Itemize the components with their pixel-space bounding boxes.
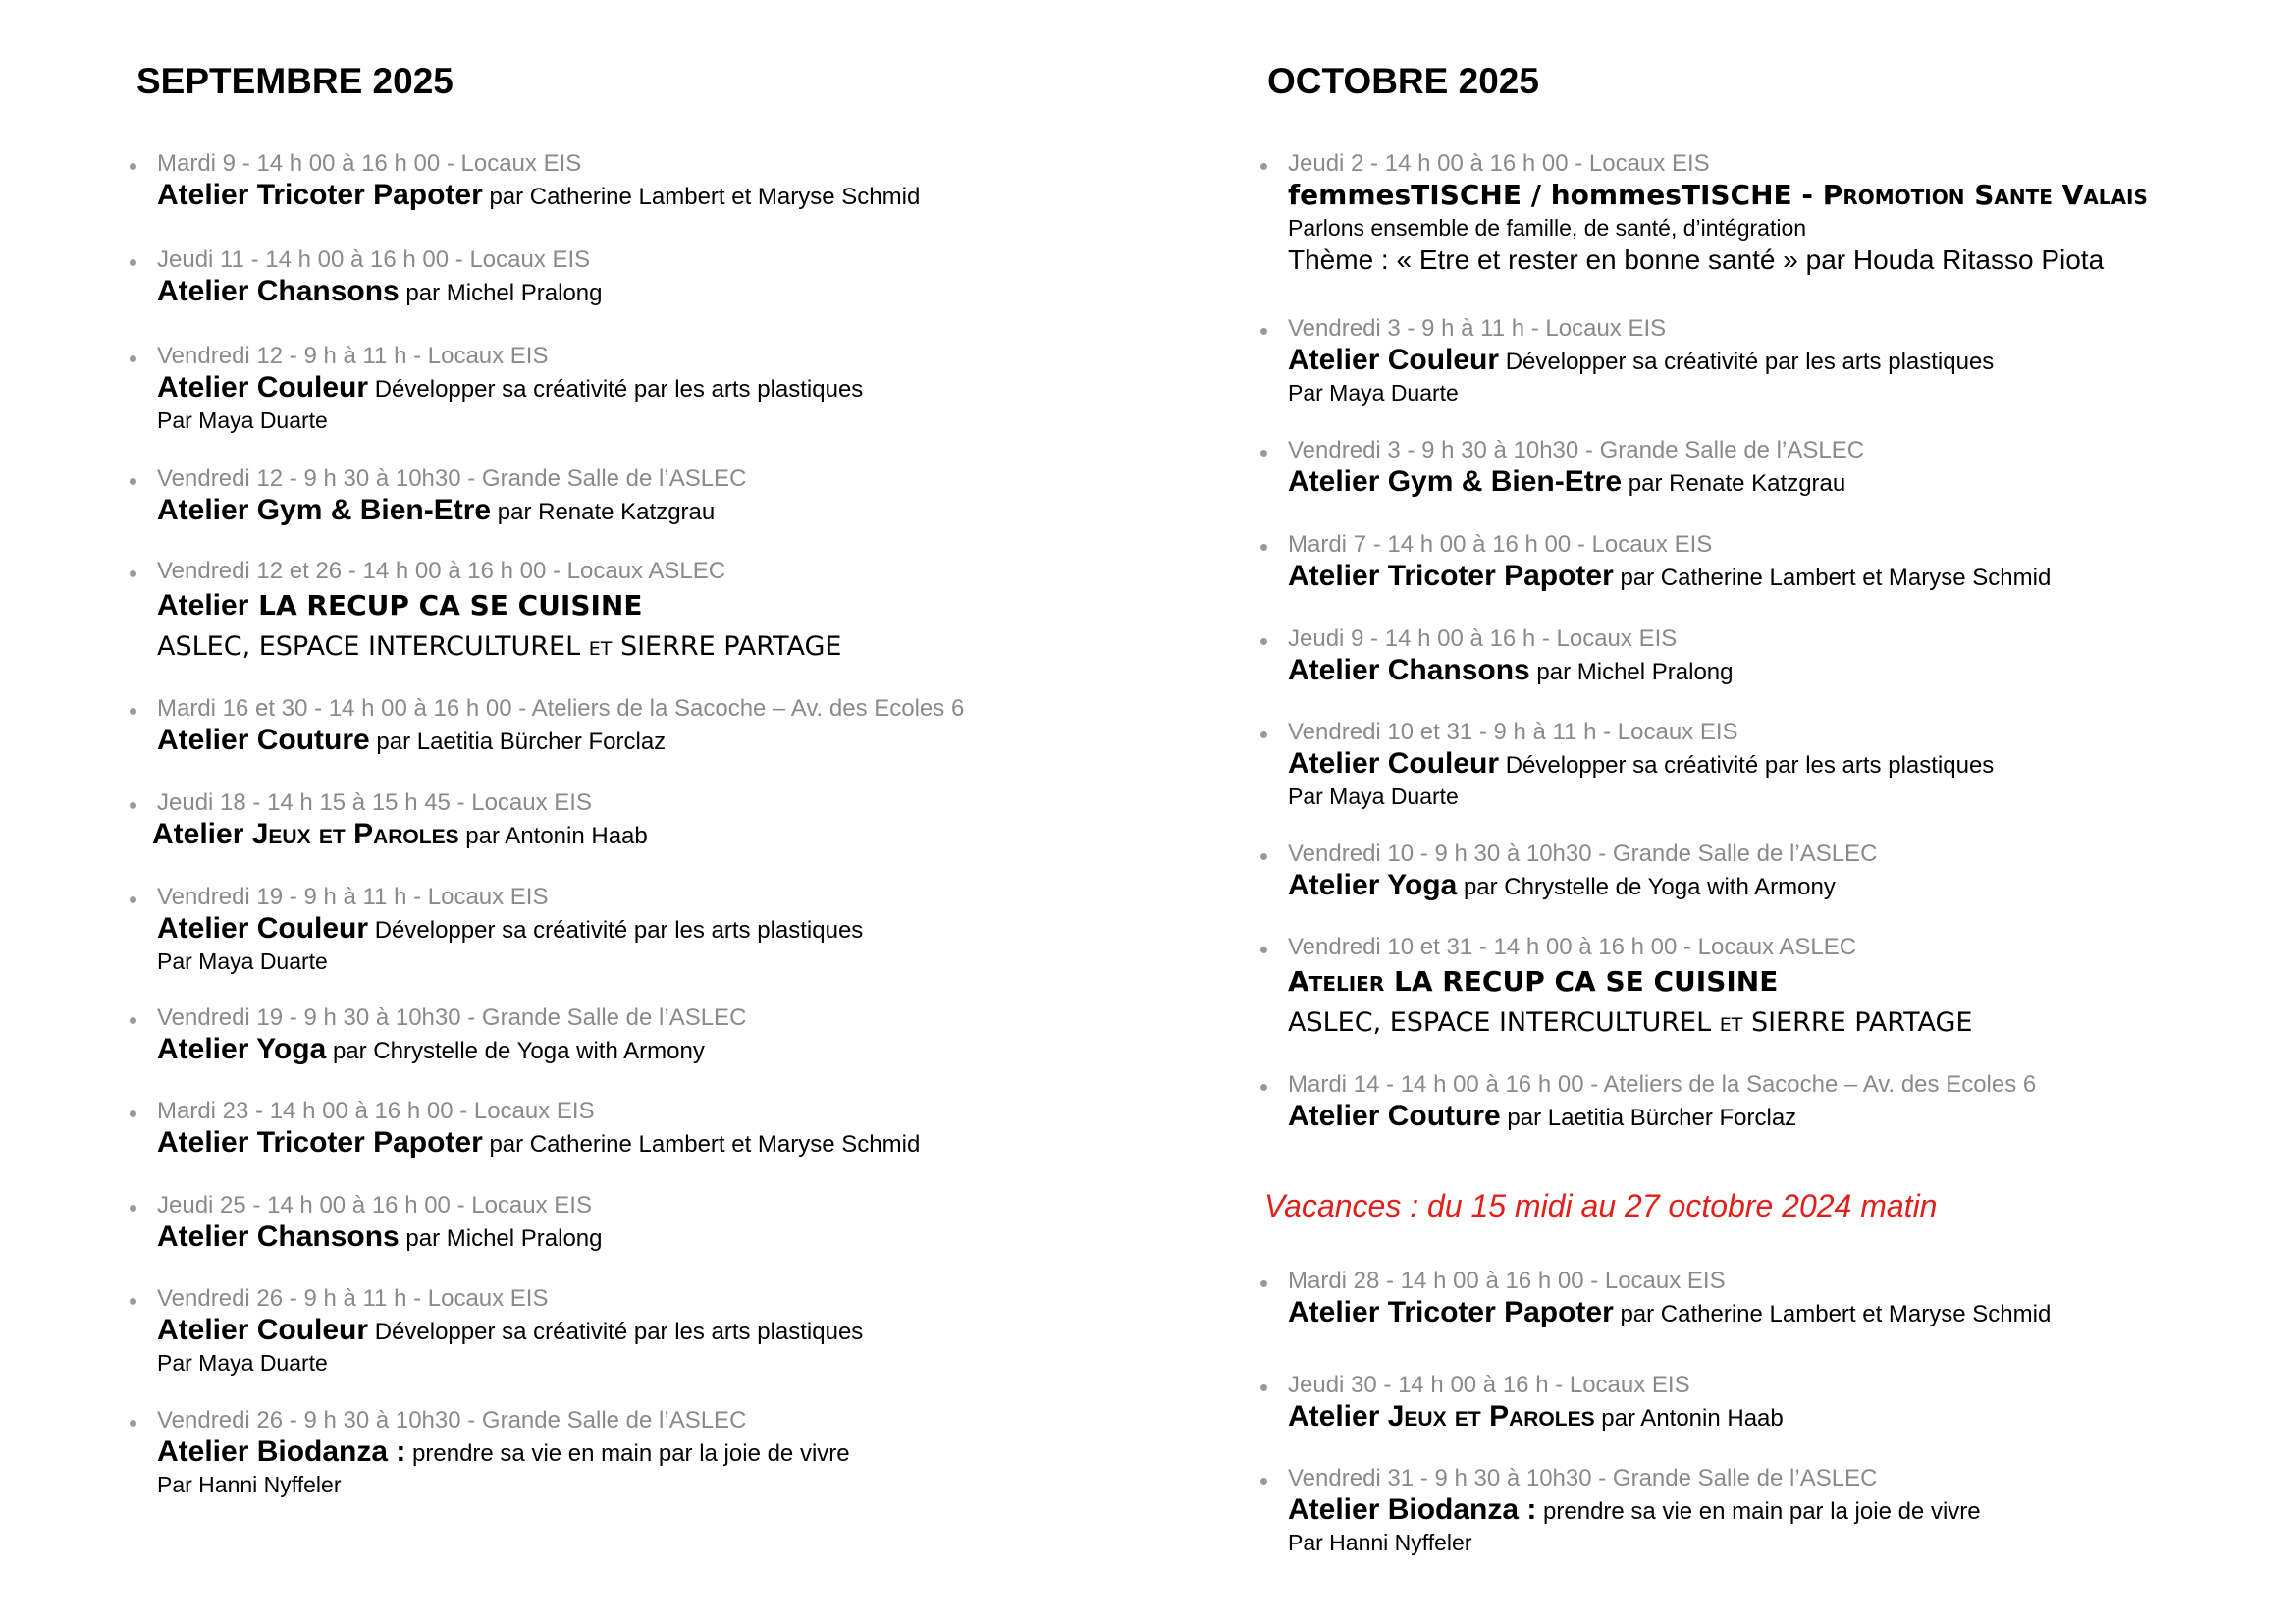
event-detail: par Catherine Lambert et Maryse Schmid bbox=[1613, 1301, 2052, 1327]
event-entry bbox=[1267, 1070, 2037, 1134]
event-detail: par Antonin Haab bbox=[458, 823, 648, 849]
event-entry bbox=[1267, 1267, 2051, 1330]
event-meta: Mardi 16 et 30 - 14 h 00 à 16 h 00 - Ateliers de la Sacoche – Av. des Ecoles 6 bbox=[157, 695, 965, 722]
event-title: Atelier Chansons bbox=[157, 275, 400, 307]
event-theme: Thème : « Etre et rester en bonne santé » par Houda Ritasso Piota bbox=[1288, 244, 2105, 275]
event-meta: Mardi 28 - 14 h 00 à 16 h 00 - Locaux EIS bbox=[1288, 1268, 1726, 1294]
event-detail: par Chrystelle de Yoga with Armony bbox=[326, 1038, 705, 1064]
bullet-icon bbox=[130, 1420, 136, 1427]
event-entry bbox=[136, 1191, 603, 1255]
event-entry bbox=[1267, 624, 1734, 688]
event-presenter: Par Maya Duarte bbox=[157, 407, 328, 433]
event-meta: Mardi 9 - 14 h 00 à 16 h 00 - Locaux EIS bbox=[157, 150, 582, 177]
event-meta: Vendredi 10 - 9 h 30 à 10h30 - Grande Salle de l’ASLEC bbox=[1288, 840, 1878, 867]
event-meta: Vendredi 12 - 9 h à 11 h - Locaux EIS bbox=[157, 343, 549, 369]
event-title: Atelier Yoga bbox=[157, 1033, 327, 1065]
event-detail: prendre sa vie en main par la joie de vivre bbox=[1536, 1498, 1981, 1525]
event-entry bbox=[1267, 933, 1972, 1045]
bullet-icon bbox=[1260, 1384, 1267, 1391]
event-title: Atelier Couture bbox=[157, 724, 370, 756]
event-title: Atelier bbox=[157, 589, 249, 622]
event-title: Atelier Chansons bbox=[157, 1220, 400, 1253]
bullet-icon bbox=[1260, 1084, 1267, 1091]
event-title-suffix: Jeux et Paroles bbox=[1387, 1400, 1595, 1433]
event-meta: Vendredi 3 - 9 h 30 à 10h30 - Grande Salle de l’ASLEC bbox=[1288, 437, 1865, 463]
month-title: OCTOBRE 2025 bbox=[1267, 61, 1539, 101]
bullet-icon bbox=[1260, 163, 1267, 170]
event-title-suffix: Promotion Sante Valais bbox=[1822, 179, 2148, 211]
event-entry bbox=[1267, 839, 1878, 903]
event-entry bbox=[136, 149, 920, 213]
event-title: Atelier Biodanza : bbox=[157, 1435, 406, 1468]
event-detail: par Michel Pralong bbox=[399, 1225, 603, 1252]
event-presenter: Par Maya Duarte bbox=[1288, 784, 1459, 809]
event-detail: par Catherine Lambert et Maryse Schmid bbox=[1613, 565, 2052, 591]
event-meta: Jeudi 2 - 14 h 00 à 16 h 00 - Locaux EIS bbox=[1288, 150, 1710, 177]
event-presenter: Par Hanni Nyffeler bbox=[1288, 1530, 1472, 1555]
event-meta: Vendredi 31 - 9 h 30 à 10h30 - Grande Salle de l’ASLEC bbox=[1288, 1465, 1878, 1491]
bullet-icon bbox=[130, 1205, 136, 1212]
bullet-icon bbox=[130, 1017, 136, 1024]
month-title: SEPTEMBRE 2025 bbox=[136, 61, 454, 101]
event-detail: Développer sa créativité par les arts plastiques bbox=[1499, 349, 1995, 375]
event-presenter: Par Maya Duarte bbox=[157, 1350, 328, 1376]
event-meta: Jeudi 30 - 14 h 00 à 16 h - Locaux EIS bbox=[1288, 1372, 1690, 1398]
event-title: Atelier Tricoter Papoter bbox=[1288, 1296, 1614, 1328]
bullet-icon bbox=[130, 570, 136, 577]
event-detail: prendre sa vie en main par la joie de vivre bbox=[405, 1440, 850, 1467]
event-title: Atelier Couleur bbox=[1288, 747, 1500, 780]
bullet-icon bbox=[1260, 328, 1267, 335]
event-detail: Développer sa créativité par les arts plastiques bbox=[368, 376, 864, 403]
event-presenter: Par Maya Duarte bbox=[157, 948, 328, 974]
event-subtitle: Parlons ensemble de famille, de santé, d’intégration bbox=[1288, 215, 1807, 241]
event-title: Atelier Yoga bbox=[1288, 869, 1458, 901]
bullet-icon bbox=[130, 802, 136, 809]
event-title: Atelier Couleur bbox=[157, 1314, 369, 1346]
bullet-icon bbox=[1260, 731, 1267, 738]
event-title: Atelier Couleur bbox=[1288, 344, 1500, 376]
event-entry bbox=[136, 342, 863, 435]
event-meta: Mardi 23 - 14 h 00 à 16 h 00 - Locaux EIS bbox=[157, 1098, 595, 1124]
bullet-icon bbox=[130, 708, 136, 715]
event-entry bbox=[136, 464, 747, 528]
bullet-icon bbox=[130, 896, 136, 903]
event-title: Atelier Gym & Bien-Etre bbox=[157, 494, 492, 526]
event-meta: Mardi 14 - 14 h 00 à 16 h 00 - Ateliers de la Sacoche – Av. des Ecoles 6 bbox=[1288, 1071, 2037, 1098]
event-entry bbox=[136, 694, 965, 758]
event-entry bbox=[1267, 1464, 1981, 1557]
event-title: Atelier Tricoter Papoter bbox=[157, 1126, 483, 1159]
event-presenter: Par Hanni Nyffeler bbox=[157, 1472, 342, 1497]
event-title: Atelier Couleur bbox=[157, 912, 369, 945]
event-meta: Jeudi 11 - 14 h 00 à 16 h 00 - Locaux EIS bbox=[157, 246, 591, 273]
bullet-icon bbox=[1260, 544, 1267, 551]
event-entry bbox=[1267, 718, 1994, 811]
event-meta: Vendredi 10 et 31 - 9 h à 11 h - Locaux EIS bbox=[1288, 719, 1738, 745]
bullet-icon bbox=[1260, 1478, 1267, 1485]
event-title: Atelier bbox=[1288, 1400, 1388, 1433]
event-meta: Vendredi 19 - 9 h 30 à 10h30 - Grande Salle de l’ASLEC bbox=[157, 1004, 747, 1031]
event-presenter: Par Maya Duarte bbox=[1288, 380, 1459, 406]
event-detail: par Laetitia Bürcher Forclaz bbox=[1500, 1105, 1797, 1131]
event-title: Atelier Tricoter Papoter bbox=[1288, 560, 1614, 592]
event-detail: Développer sa créativité par les arts plastiques bbox=[368, 917, 864, 944]
event-title: Atelier Couture bbox=[1288, 1100, 1501, 1132]
event-detail: par Renate Katzgrau bbox=[491, 499, 716, 525]
event-entry bbox=[136, 245, 603, 309]
event-entry bbox=[136, 1284, 863, 1378]
event-meta: Vendredi 10 et 31 - 14 h 00 à 16 h 00 - Locaux ASLEC bbox=[1288, 934, 1857, 960]
event-meta: Jeudi 25 - 14 h 00 à 16 h 00 - Locaux EIS bbox=[157, 1192, 592, 1218]
bullet-icon bbox=[130, 478, 136, 485]
event-title: Atelier Chansons bbox=[1288, 654, 1530, 686]
holiday-notice: Vacances : du 15 midi au 27 octobre 2024 matin bbox=[1264, 1188, 1938, 1223]
event-organizers: ASLEC, ESPACE INTERCULTUREL ET SIERRE PARTAGE bbox=[157, 631, 842, 662]
event-entry bbox=[1267, 149, 2148, 278]
event-title: Atelier Couleur bbox=[157, 371, 369, 404]
event-title-suffix: LA RECUP CA SE CUISINE bbox=[1384, 965, 1779, 998]
event-detail: par Laetitia Bürcher Forclaz bbox=[369, 729, 667, 755]
event-meta: Vendredi 26 - 9 h à 11 h - Locaux EIS bbox=[157, 1285, 549, 1312]
event-meta: Jeudi 9 - 14 h 00 à 16 h - Locaux EIS bbox=[1288, 625, 1678, 652]
event-entry bbox=[1267, 314, 1994, 407]
event-entry bbox=[136, 883, 863, 976]
event-entry bbox=[136, 1406, 850, 1499]
event-detail: par Catherine Lambert et Maryse Schmid bbox=[482, 184, 921, 210]
event-entry bbox=[1267, 530, 2051, 594]
event-entry bbox=[136, 1003, 747, 1067]
event-meta: Mardi 7 - 14 h 00 à 16 h 00 - Locaux EIS bbox=[1288, 531, 1713, 558]
event-title: Atelier Tricoter Papoter bbox=[157, 179, 483, 211]
bullet-icon bbox=[1260, 638, 1267, 645]
event-entry bbox=[136, 557, 841, 669]
event-meta: Jeudi 18 - 14 h 15 à 15 h 45 - Locaux EIS bbox=[157, 789, 592, 816]
bullet-icon bbox=[1260, 947, 1267, 953]
bullet-icon bbox=[1260, 450, 1267, 457]
event-title-suffix: LA RECUP CA SE CUISINE bbox=[248, 589, 643, 622]
event-title: Atelier Gym & Bien-Etre bbox=[1288, 465, 1623, 498]
event-entry bbox=[1267, 1371, 1784, 1435]
bullet-icon bbox=[130, 355, 136, 362]
event-meta: Vendredi 12 - 9 h 30 à 10h30 - Grande Salle de l’ASLEC bbox=[157, 465, 747, 492]
event-entry bbox=[136, 788, 648, 852]
bullet-icon bbox=[130, 259, 136, 266]
bullet-icon bbox=[1260, 853, 1267, 860]
event-meta: Vendredi 12 et 26 - 14 h 00 à 16 h 00 - Locaux ASLEC bbox=[157, 558, 726, 584]
event-meta: Vendredi 19 - 9 h à 11 h - Locaux EIS bbox=[157, 884, 549, 910]
event-detail: par Antonin Haab bbox=[1594, 1405, 1784, 1432]
event-title: femmesTISCHE / hommesTISCHE - bbox=[1288, 179, 1823, 211]
event-detail: Développer sa créativité par les arts plastiques bbox=[1499, 752, 1995, 779]
event-detail: par Catherine Lambert et Maryse Schmid bbox=[482, 1131, 921, 1158]
event-meta: Vendredi 3 - 9 h à 11 h - Locaux EIS bbox=[1288, 315, 1667, 342]
event-detail: par Michel Pralong bbox=[399, 280, 603, 306]
event-organizers: ASLEC, ESPACE INTERCULTUREL ET SIERRE PARTAGE bbox=[1288, 1007, 1973, 1038]
event-entry bbox=[136, 1097, 920, 1161]
event-title: Atelier Biodanza : bbox=[1288, 1493, 1537, 1526]
event-detail: par Michel Pralong bbox=[1529, 659, 1734, 685]
event-meta: Vendredi 26 - 9 h 30 à 10h30 - Grande Salle de l’ASLEC bbox=[157, 1407, 747, 1434]
bullet-icon bbox=[130, 1298, 136, 1305]
bullet-icon bbox=[130, 163, 136, 170]
bullet-icon bbox=[1260, 1280, 1267, 1287]
event-detail: par Chrystelle de Yoga with Armony bbox=[1457, 874, 1836, 900]
event-title-suffix: Jeux et Paroles bbox=[251, 818, 459, 850]
event-detail: par Renate Katzgrau bbox=[1622, 470, 1846, 497]
bullet-icon bbox=[130, 1110, 136, 1117]
event-title: Atelier bbox=[1288, 965, 1385, 998]
event-detail: Développer sa créativité par les arts plastiques bbox=[368, 1319, 864, 1345]
event-title: Atelier bbox=[152, 818, 252, 850]
event-entry bbox=[1267, 436, 1865, 500]
